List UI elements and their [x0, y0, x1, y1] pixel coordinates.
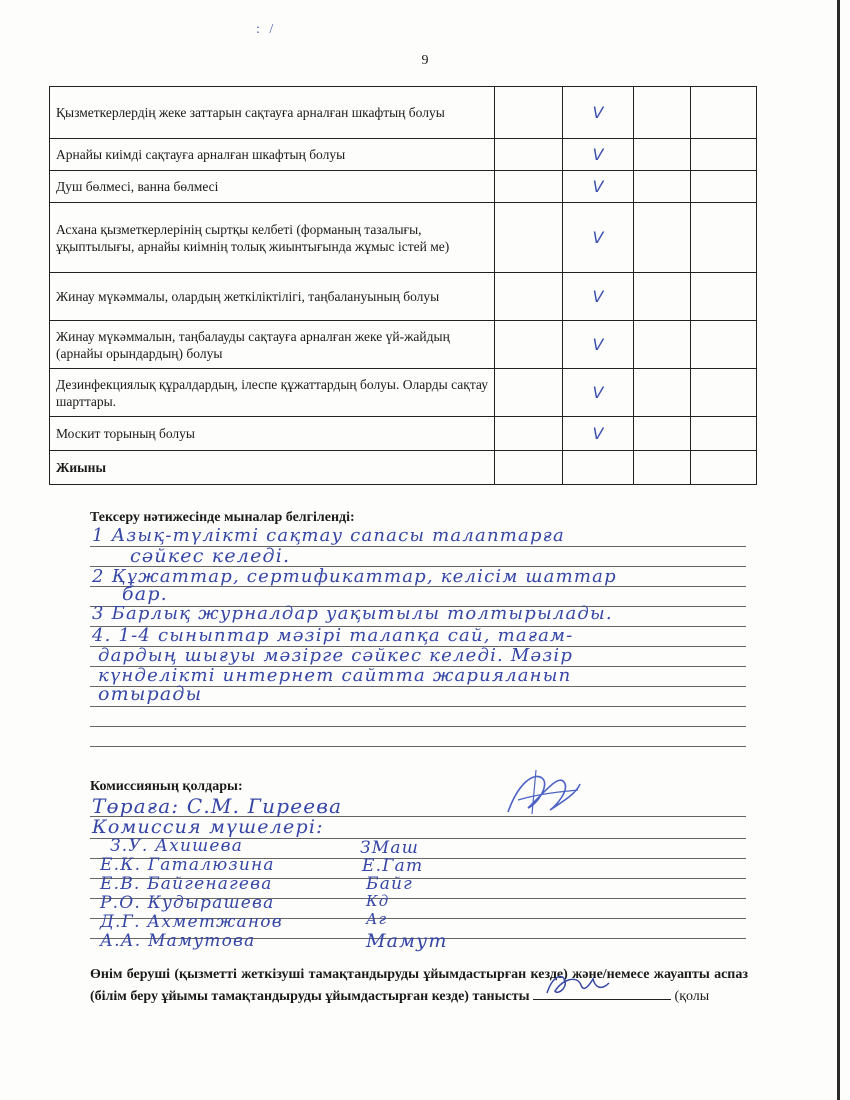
finding-line: 1 Азық-түлікті сақтау сапасы талаптарға	[92, 525, 565, 546]
checklist-table	[49, 86, 757, 485]
commission-line: Комиссия мүшелері:	[92, 816, 324, 838]
table-row	[50, 417, 757, 451]
check-mark: V	[592, 286, 604, 306]
finding-line: 3 Барлық журналдар уақытылы толтырылады.	[92, 603, 613, 624]
total-label: Жиыны	[50, 451, 495, 485]
check-mark: V	[592, 176, 604, 196]
criterion-cell: Жинау мүкәммалын, таңбалауды сақтауға арналған жеке үй-жайдың (арнайы орындардың) болуы	[50, 321, 495, 369]
finding-line: дардың шығуы мәзірге сәйкес келеді. Мәзір	[98, 645, 574, 666]
signature: Мамут	[366, 930, 448, 952]
signature-line	[533, 985, 671, 1000]
signature: Аг	[366, 910, 388, 928]
sign-caption: (қолы	[674, 989, 710, 1004]
bottom-note-text: Өнім беруші (қызметті жеткізуші тамақтандыруды ұйымдастырған кезде) және/немесе жауапты аспаз (білім беру ұйымы тамақтандыруды ұйымдастырған кезде) танысты	[90, 967, 748, 1004]
commission-line: З.У. Ахишева	[110, 836, 244, 856]
criterion-cell: Москит торының болуы	[50, 417, 495, 451]
criterion-cell: Қызметкерлердің жеке заттарын сақтауға арналған шкафтың болуы	[50, 87, 495, 139]
commission-line: А.А. Мамутова	[100, 931, 256, 951]
table-row	[50, 87, 757, 139]
total-row	[50, 451, 757, 485]
criterion-cell: Душ бөлмесі, ванна бөлмесі	[50, 171, 495, 203]
scan-edge	[837, 0, 840, 1100]
table-row	[50, 369, 757, 417]
commission-line: Р.О. Кудырашева	[100, 893, 275, 913]
bottom-note	[90, 965, 748, 1007]
signature: Е.Гат	[362, 856, 424, 876]
table-row	[50, 321, 757, 369]
supplier-signature	[543, 971, 613, 999]
check-mark: V	[592, 144, 604, 164]
page-number: 9	[421, 53, 429, 68]
chair-signature	[498, 764, 588, 824]
commission-line: Д.Г. Ахметжанов	[100, 912, 283, 932]
check-mark: V	[592, 382, 604, 402]
signature: Кд	[366, 892, 390, 910]
findings-title: Тексеру нәтижесінде мыналар белгіленді:	[90, 510, 355, 525]
finding-line: 2 Құжаттар, сертификаттар, келісім шаттар	[92, 566, 617, 587]
criterion-cell: Асхана қызметкерлерінің сыртқы келбеті (форманың тазалығы, ұқыптылығы, арнайы киімнің толық жиынтығында жұмыс істей ме)	[50, 203, 495, 273]
check-mark: V	[592, 102, 604, 122]
finding-line: сәйкес келеді.	[130, 545, 291, 567]
finding-line: отырады	[98, 683, 203, 705]
check-mark: V	[592, 423, 604, 443]
commission-line: Е.К. Гаталюзина	[100, 855, 275, 875]
criterion-cell: Дезинфекциялық құралдардың, ілеспе құжаттардың болуы. Оларды сақтау шарттары.	[50, 369, 495, 417]
check-mark: V	[592, 227, 604, 247]
signature: ЗМаш	[360, 838, 420, 858]
finding-line: күнделікті интернет сайтта жарияланып	[98, 665, 572, 686]
table-row	[50, 139, 757, 171]
signature: Байг	[366, 874, 413, 894]
table-row	[50, 171, 757, 203]
table-row	[50, 203, 757, 273]
commission-line: Е.В. Байгенагева	[100, 874, 273, 894]
finding-line: 4. 1-4 сыныптар мәзірі талапқа сай, тағам-	[92, 625, 574, 646]
criterion-cell: Арнайы киімді сақтауға арналған шкафтың болуы	[50, 139, 495, 171]
commission-title: Комиссияның қолдары:	[90, 779, 243, 794]
table-row	[50, 273, 757, 321]
commission-line: Төраға: С.М. Гиреева	[92, 794, 343, 818]
scan-specks: : /	[256, 22, 277, 37]
finding-line: бар.	[122, 583, 168, 605]
criterion-cell: Жинау мүкәммалы, олардың жеткіліктілігі, таңбалануының болуы	[50, 273, 495, 321]
check-mark: V	[592, 334, 604, 354]
